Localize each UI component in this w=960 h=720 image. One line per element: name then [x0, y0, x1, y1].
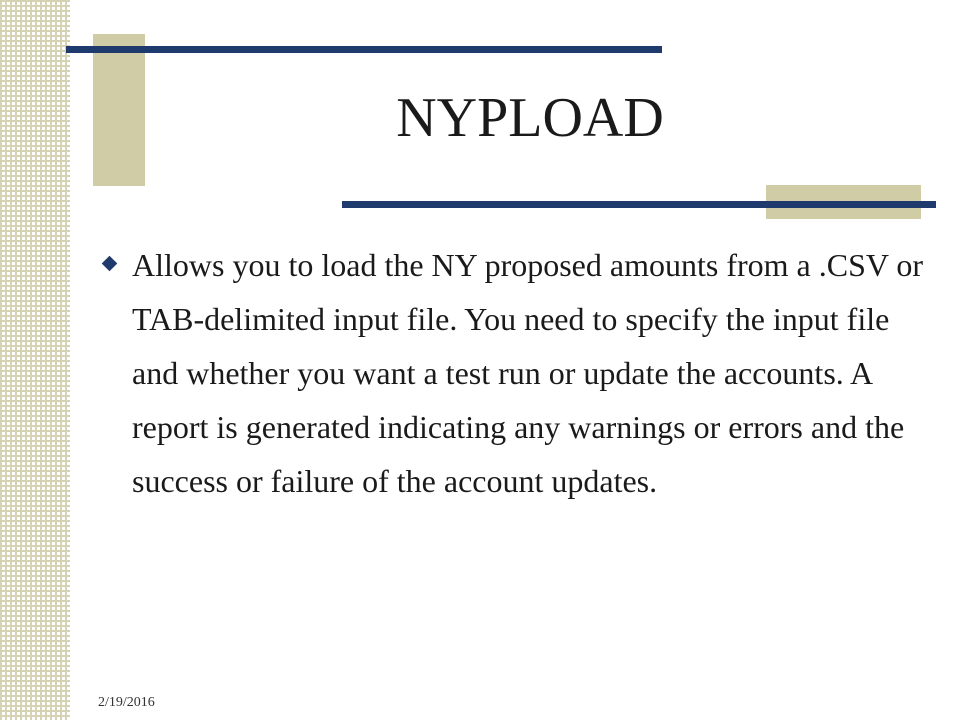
- slide-title: NYPLOAD: [396, 87, 664, 149]
- diamond-bullet-icon: [102, 256, 118, 272]
- footer-date: 2/19/2016: [98, 695, 155, 710]
- title-rule-bottom: [342, 201, 936, 208]
- bullet-text: Allows you to load the NY proposed amounts from a .CSV or TAB-delimited input file. You need to specify the input file and whether you want a test run or update the accounts. A report is generated indicating any warnings or errors and the success or failure of the account updates.: [132, 247, 924, 499]
- title-rule-top: [66, 46, 662, 53]
- left-striped-border: [0, 0, 70, 720]
- bullet-item: [100, 238, 930, 508]
- decorative-tan-block-top: [93, 34, 145, 186]
- bullet-list: [100, 238, 930, 508]
